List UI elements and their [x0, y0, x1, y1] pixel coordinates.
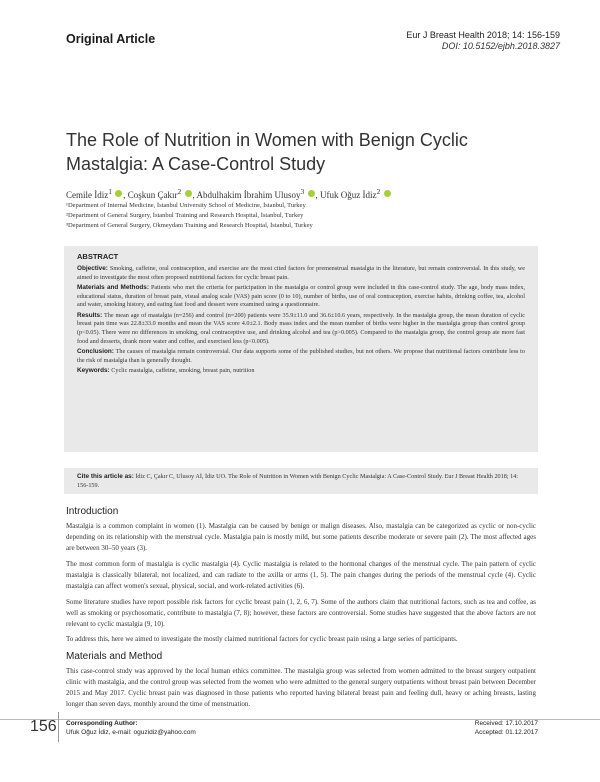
author-list: Cemile İdiz$^1$ , Coşkun Çakır$^2$ , Abdulhakim İbrahim Ulusoy$^3$ , Ufuk Oğuz İdiz$^2$ [66, 186, 546, 201]
paragraph: Mastalgia is a common complaint in women (1). Mastalgia can be caused by benign or malign diseases. Also, mastalgia can be categorized as cyclic or non-cyclic depending on its relationship with the menstrual cycle. Mastalgia pain is mostly mild, but some patients describe moderate or severe pain (2). The most affected ages are between 30–50 years (3). [66, 522, 536, 552]
abstract-heading: ABSTRACT [77, 252, 119, 261]
corresponding-author: Corresponding Author: Ufuk Oğuz İdiz, e-mail: oguzidiz@yahoo.com [66, 720, 196, 736]
section-heading-introduction: Introduction [66, 506, 119, 517]
article-title: The Role of Nutrition in Women with Benign Cyclic Mastalgia: A Case-Control Study [66, 130, 468, 174]
article-type: Original Article [66, 32, 156, 46]
abstract-results: Results: The mean age of mastalgia (n=256) and control (n=200) patients were 35.9±11.0 and 36.6±10.6 years, respectively. In the mastalgia group, the mean duration of cyclic breast pain time was 22.8±33.0 months and mean the VAS score 4.0±2.1. Body mass index and the mean number of births were higher in the mastalgia group than control group (p<0.05). There were no differences in smoking, oral contraceptive use, and drinking alcohol and tea (p>0.005). Compared to the mastalgia group, the control group ate more fast food and desserts, drank more water and coffee, and exercised less (p<0.005). [77, 311, 525, 345]
paragraph: Some literature studies have report possible risk factors for cyclic breast pain (1, 2, 6, 7). Some of the authors claim that nutritional factors, such as tea and coffee, as well as smoking or psychosomatic, contribute to mastalgia (7, 8); however, these factors are controversial. Some studies have suggested that the above factors are not relevant to cyclic mastalgia (9, 10). [66, 598, 536, 628]
page-number: 156 [30, 718, 57, 735]
orcid-icon[interactable] [308, 190, 315, 197]
author-block [66, 186, 546, 231]
page-header [0, 30, 600, 54]
orcid-icon[interactable] [185, 190, 192, 197]
section-heading-methods: Materials and Method [66, 651, 163, 662]
abstract-conclusion: Conclusion: The causes of mastalgia remain controversial. Our data supports some of the published studies, but not others. We propose that nutritional factors contribute less to the risk of mastalgia than is generally thought. [77, 347, 525, 364]
doi-link[interactable]: DOI: 10.5152/ejbh.2018.3827 [441, 41, 560, 51]
paragraph: The most common form of mastalgia is cyclic mastalgia (4). Cyclic mastalgia is related to the hormonal changes of the menstrual cycle. The pain pattern of cyclic mastalgia is classically bilateral, not localized, and can radiate to the axilla or arms (1, 5). The pain changes during the periods of the menstrual cycle (4). Cyclic mastalgia can affect women's sexual, physical, social, and work-related activities (6). [66, 560, 536, 590]
journal-info [406, 30, 560, 52]
article-dates [475, 719, 538, 737]
received-date: Received: 17.10.2017 [474, 720, 538, 727]
footer-separator [58, 712, 59, 742]
orcid-icon[interactable] [384, 190, 391, 197]
paragraph: To address this, here we aimed to investigate the mostly claimed nutritional factors for cyclic breast pain using a large series of participants. [66, 635, 458, 643]
citation-box [64, 468, 538, 494]
author-name[interactable]: Cemile İdiz [66, 190, 109, 200]
author-name[interactable]: Coşkun Çakır [127, 190, 178, 200]
abstract-keywords: Keywords: Cyclic mastalgia, caffeine, smoking, breast pain, nutrition [77, 366, 255, 374]
affiliation: ²Department of General Surgery, İstanbul Training and Research Hospital, İstanbul, Turkey [66, 212, 304, 219]
affiliation: ³Department of General Surgery, Okmeydanı Training and Research Hospital, İstanbul, Turkey [66, 222, 313, 229]
citation-text: Cite this article as: İdiz C, Çakır C, Ulusoy Aİ, İdiz UO. The Role of Nutrition in Women with Benign Cyclic Mastalgia: A Case-Control Study. Eur J Breast Health 2018; 14: 156-159. [77, 473, 518, 489]
journal-line: Eur J Breast Health 2018; 14: 156-159 [406, 30, 560, 40]
corresponding-email[interactable]: Ufuk Oğuz İdiz, e-mail: oguzidiz@yahoo.com [66, 729, 196, 736]
accepted-date: Accepted: 01.12.2017 [474, 729, 538, 736]
author-name[interactable]: Abdulhakim İbrahim Ulusoy [196, 190, 301, 200]
paragraph: This case-control study was approved by the local human ethics committee. The mastalgia group was selected from women admitted to the breast surgery outpatient clinic with mastalgia, and the control group was selected from the women who were admitted to the general surgery outpatients without breast pain between December 2015 and May 2017. Cyclic breast pain was diagnosed in those patients who reported having bilateral breast pain and feeling dull, heavy or aching breasts, lasting longer than seven days, monthly around the time of menstruation. [66, 667, 536, 708]
affiliation: ¹Department of Internal Medicine, İstanbul University School of Medicine, İstanbul, Turkey [66, 202, 306, 209]
orcid-icon[interactable] [115, 190, 122, 197]
abstract-box [64, 246, 538, 452]
abstract-methods: Materials and Methods: Patients who met the criteria for participation in the mastalgia or control group were included in this case-control study. The age, body mass index, educational status, duration of breast pain, visual analog scale (VAS) pain score (0 to 10), number of births, use of oral contraception, exercise habits, drinking coffee, tea, alcohol and water, smoking history, and eating fast food and dessert were examined using a questionnaire. [77, 283, 525, 309]
author-name[interactable]: Ufuk Oğuz İdiz [320, 190, 377, 200]
abstract-objective: Objective: Smoking, caffeine, oral contraception, and exercise are the most cited factors for premenstrual mastalgia in the literature, but remain controversial. In this study, we aimed to investigate the most often proposed nutritional factors for cyclic breast pain. [77, 265, 526, 281]
